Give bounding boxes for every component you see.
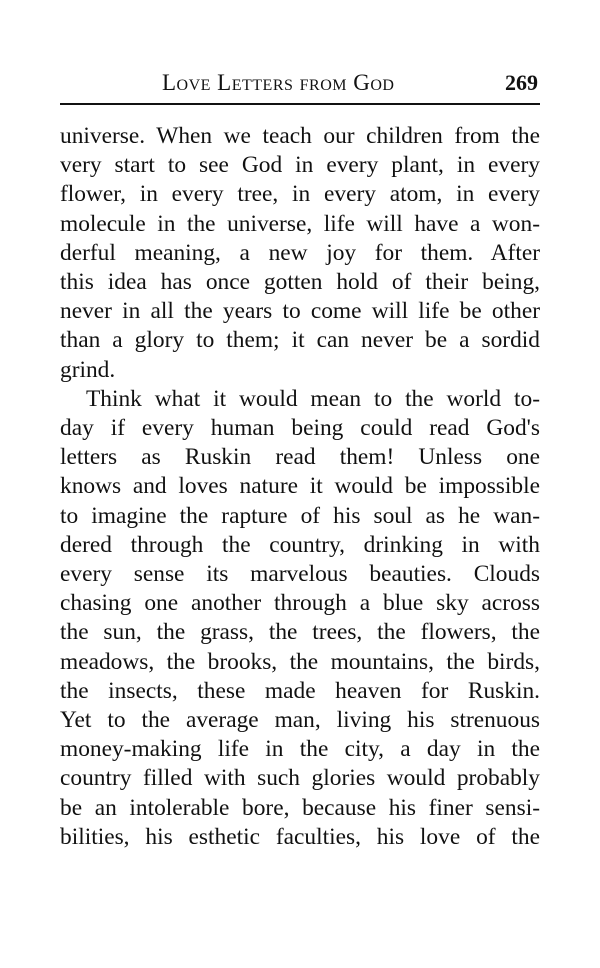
text-line: flower, in every tree, in every atom, in every xyxy=(60,181,540,208)
text-line: derful meaning, a new joy for them. After xyxy=(60,239,540,266)
text-line: Yet to the average man, living his strenuous xyxy=(60,707,540,734)
text-line: Think what it would mean to the world to- xyxy=(86,385,540,412)
text-line: than a glory to them; it can never be a sordid xyxy=(60,327,540,354)
paragraph-1 xyxy=(60,122,540,385)
body-text xyxy=(60,122,540,852)
text-line: every sense its marvelous beauties. Clouds xyxy=(60,561,540,588)
text-line: chasing one another through a blue sky across xyxy=(60,590,540,617)
running-head xyxy=(60,68,540,98)
text-line: day if every human being could read God's xyxy=(60,415,540,442)
text-line: molecule in the universe, life will have a won- xyxy=(60,210,540,237)
text-line: the sun, the grass, the trees, the flowers, the xyxy=(60,619,540,646)
text-line: letters as Ruskin read them! Unless one xyxy=(60,444,540,471)
text-line: to imagine the rapture of his soul as he wan- xyxy=(60,502,540,529)
paragraph-2 xyxy=(60,385,540,852)
text-line: money-making life in the city, a day in the xyxy=(60,736,540,763)
text-line: be an intolerable bore, because his finer sensi- xyxy=(60,794,540,821)
text-line: meadows, the brooks, the mountains, the birds, xyxy=(60,648,540,675)
text-line: very start to see God in every plant, in every xyxy=(60,152,540,179)
running-title: Love Letters from God xyxy=(162,70,395,95)
page-number: 269 xyxy=(505,70,538,95)
text-line: country filled with such glories would probably xyxy=(60,765,540,792)
text-line: the insects, these made heaven for Ruskin. xyxy=(60,677,540,704)
text-line: this idea has once gotten hold of their being, xyxy=(60,269,540,296)
text-line: never in all the years to come will life be other xyxy=(60,298,540,325)
text-line: grind. xyxy=(60,356,116,383)
text-line: universe. When we teach our children from the xyxy=(60,123,540,149)
header-rule xyxy=(60,103,540,105)
text-line: knows and loves nature it would be impossible xyxy=(60,473,540,500)
text-line: dered through the country, drinking in with xyxy=(60,531,540,558)
text-line: bilities, his esthetic faculties, his love of the xyxy=(60,823,540,850)
